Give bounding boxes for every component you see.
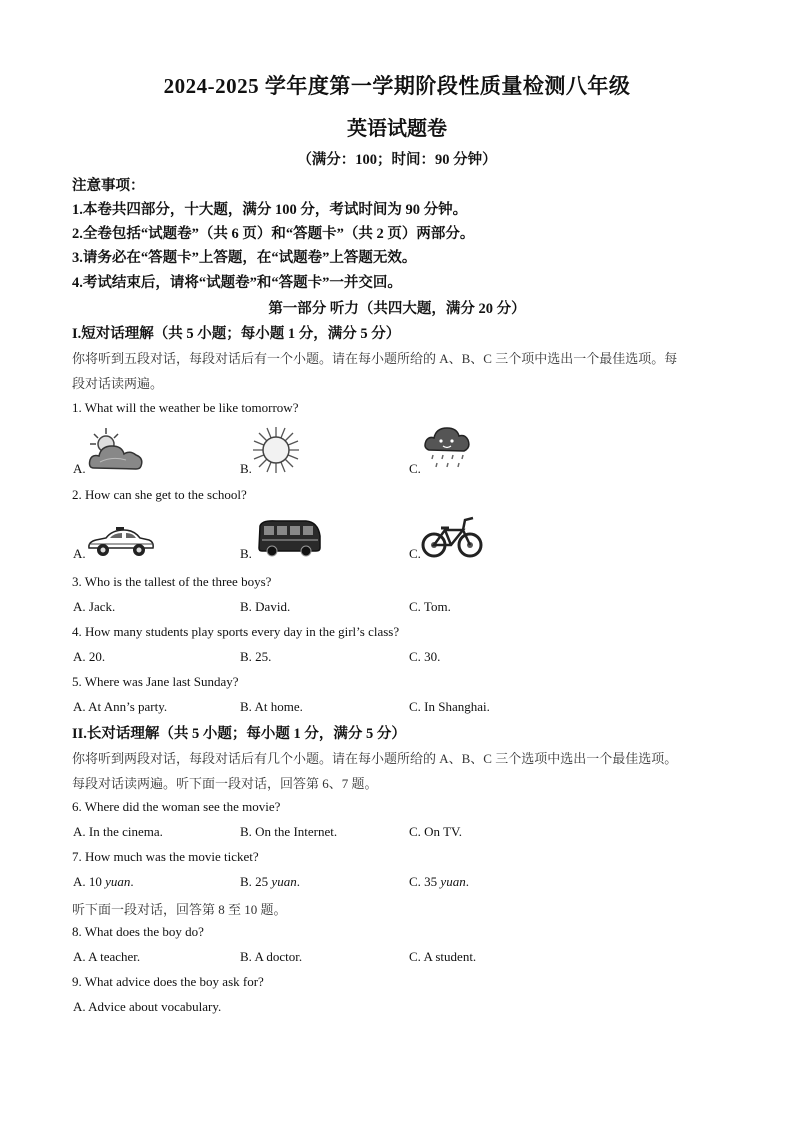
notes-heading: 注意事项： <box>72 178 145 194</box>
option-b: B. 25 yuan. <box>240 874 300 889</box>
question-stem: 7. How much was the movie ticket? <box>72 849 259 864</box>
section1-heading: I.短对话理解（共 5 小题；每小题 1 分，满分 5 分） <box>72 326 401 342</box>
currency-unit: yuan <box>105 874 131 889</box>
note-item: 1.本卷共四部分，十大题，满分 100 分，考试时间为 90 分钟。 <box>72 202 468 218</box>
option-c: C. 35 yuan. <box>409 874 469 889</box>
option-b: B. At home. <box>240 699 303 714</box>
option-c: C. Tom. <box>409 599 451 614</box>
question-stem: 5. Where was Jane last Sunday? <box>72 674 239 689</box>
option-a: A. In the cinema. <box>73 824 163 839</box>
option-c: C. On TV. <box>409 824 462 839</box>
option-c: C. A student. <box>409 949 477 964</box>
question-stem: 4. How many students play sports every day in the girl’s class? <box>72 624 400 639</box>
rain-cloud-icon <box>423 424 471 472</box>
score-time: （满分：100；时间：90 分钟） <box>297 152 497 168</box>
option-a: A. At Ann’s party. <box>73 699 168 714</box>
section2-instruction: 每段对话读两遍。听下面一段对话，回答第 6、7 题。 <box>72 776 378 791</box>
currency-unit: yuan <box>440 874 466 889</box>
option-b: B. <box>240 461 252 476</box>
question-stem: 6. Where did the woman see the movie? <box>72 799 281 814</box>
group2-instruction: 听下面一段对话，回答第 8 至 10 题。 <box>72 902 287 917</box>
option-b: B. A doctor. <box>240 949 303 964</box>
question-stem: 1. What will the weather be like tomorrow? <box>72 400 299 415</box>
option-b: B. David. <box>240 599 291 614</box>
question-stem: 3. Who is the tallest of the three boys? <box>72 574 272 589</box>
option-b: B. <box>240 546 252 561</box>
question-stem: 2. How can she get to the school? <box>72 487 247 502</box>
option-b: B. On the Internet. <box>240 824 338 839</box>
option-a: A. <box>73 461 86 476</box>
section2-heading: II.长对话理解（共 5 小题；每小题 1 分，满分 5 分） <box>72 726 406 742</box>
note-item: 2.全卷包括“试题卷”（共 6 页）和“答题卡”（共 2 页）两部分。 <box>72 226 475 242</box>
option-c: C. <box>409 461 421 476</box>
option-a: A. 20. <box>73 649 106 664</box>
section1-instruction: 你将听到五段对话，每段对话后有一个小题。请在每小题所给的 A、B、C 三个项中选出一个最佳选项。每 <box>72 351 678 366</box>
question-stem: 9. What advice does the boy ask for? <box>72 974 264 989</box>
option-a: A. Advice about vocabulary. <box>73 999 222 1014</box>
part1-title: 第一部分 听力（共四大题，满分 20 分） <box>268 301 526 317</box>
option-a: A. 10 yuan. <box>73 874 134 889</box>
option-c: C. In Shanghai. <box>409 699 490 714</box>
option-b: B. 25. <box>240 649 272 664</box>
option-a: A. Jack. <box>73 599 116 614</box>
question-stem: 8. What does the boy do? <box>72 924 204 939</box>
section2-instruction: 你将听到两段对话，每段对话后有几个小题。请在每小题所给的 A、B、C 三个选项中选出一个最佳选项。 <box>72 751 678 766</box>
exam-subject: 英语试题卷 <box>347 118 447 140</box>
option-a: A. A teacher. <box>73 949 141 964</box>
option-c: C. 30. <box>409 649 441 664</box>
bicycle-icon <box>421 514 483 558</box>
note-item: 3.请务必在“答题卡”上答题，在“试题卷”上答题无效。 <box>72 250 417 266</box>
car-icon <box>86 526 156 558</box>
exam-title: 2024-2025 学年度第一学期阶段性质量检测八年级 <box>163 74 631 98</box>
section1-instruction: 段对话读两遍。 <box>72 376 164 391</box>
cloud-sun-icon <box>86 426 146 474</box>
sun-icon <box>252 426 300 474</box>
option-c: C. <box>409 546 421 561</box>
note-item: 4.考试结束后，请将“试题卷”和“答题卡”一并交回。 <box>72 275 402 291</box>
option-a: A. <box>73 546 86 561</box>
bus-icon <box>256 518 322 558</box>
currency-unit: yuan <box>271 874 297 889</box>
